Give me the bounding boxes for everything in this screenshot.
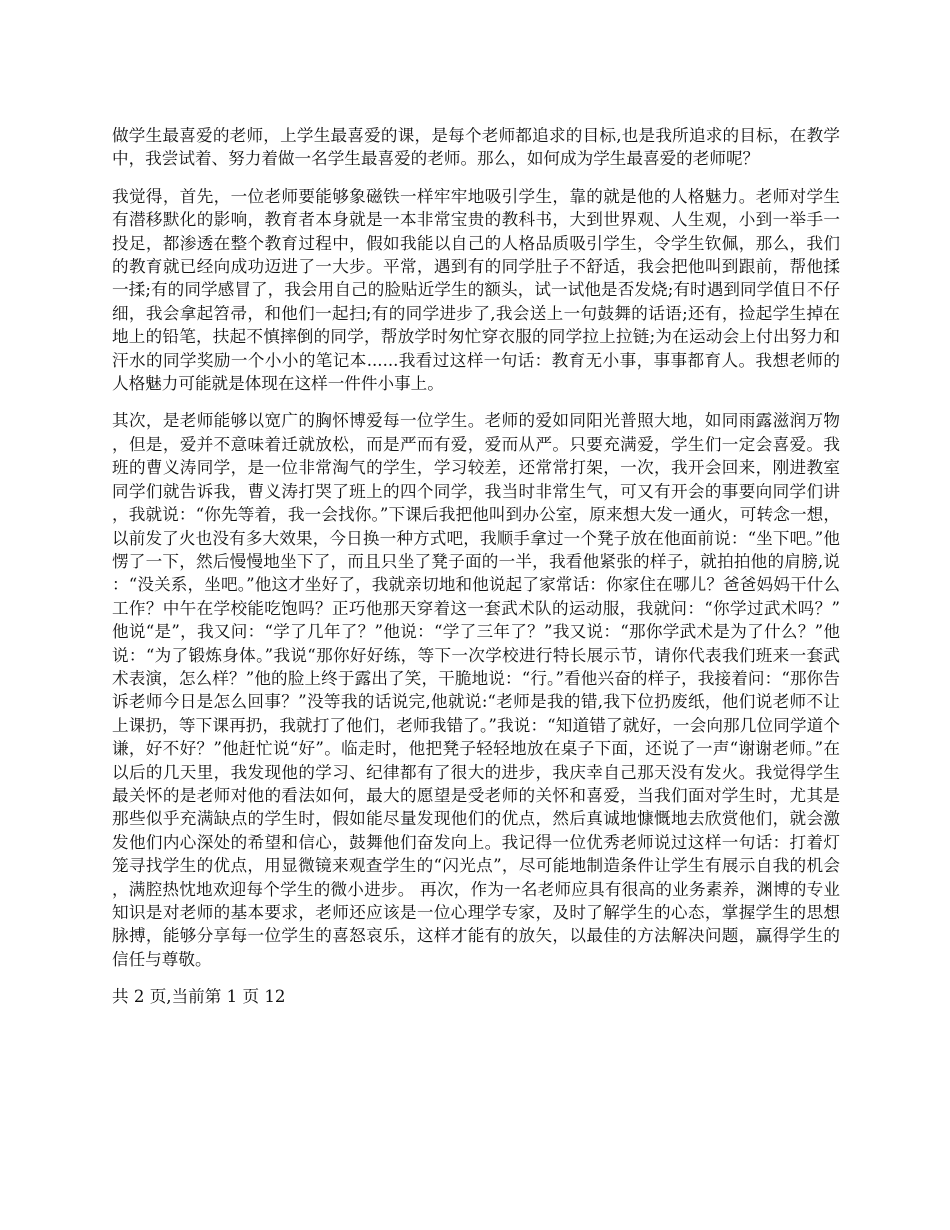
paragraph-love-students: 其次，是老师能够以宽广的胸怀博爱每一位学生。老师的爱如同阳光普照大地，如同雨露滋润万物，但是，爱并不意味着迁就放松，而是严而有爱，爱而从严。只要充满爱，学生们一定会喜爱。我班的曹义涛同学，是一位非常淘气的学生，学习较差，还常常打架，一次，我开会回来，刚进教室同学们就告诉我，曹义涛打哭了班上的四个同学，我当时非常生气，可又有开会的事要向同学们讲，我就说：“你先等着，我一会找你。”下课后我把他叫到办公室，原来想大发一通火，可转念一想，以前发了火也没有多大效果，今日换一种方式吧，我顺手拿过一个凳子放在他面前说：“坐下吧。”他愣了一下，然后慢慢地坐下了，而且只坐了凳子面的一半，我看他紧张的样子，就拍拍他的肩膀,说：“没关系，坐吧。”他这才坐好了，我就亲切地和他说起了家常话：你家住在哪儿？爸爸妈妈干什么工作？中午在学校能吃饱吗？正巧他那天穿着这一套武术队的运动服，我就问：“你学过武术吗？”他说“是”，我又问：“学了几年了？”他说：“学了三年了？”我又说：“那你学武术是为了什么？”他说：“为了锻炼身体。”我说“那你好好练，等下一次学校进行特长展示节，请你代表我们班来一套武术表演，怎么样？”他的脸上终于露出了笑，干脆地说：“行。”看他兴奋的样子，我接着问：“那你告诉老师今日是怎么回事？”没等我的话说完,他就说:“老师是我的错,我下位扔废纸，他们说老师不让上课扔，等下课再扔，我就打了他们，老师我错了。”我说：“知道错了就好，一会向那几位同学道个谦，好不好？”他赶忙说“好”。临走时，他把凳子轻轻地放在桌子下面，还说了一声“谢谢老师。”在以后的几天里，我发现他的学习、纪律都有了很大的进步，我庆幸自己那天没有发火。我觉得学生最关怀的是老师对他的看法如何，最大的愿望是受老师的关怀和喜爱，当我们面对学生时，尤其是那些似乎充满缺点的学生时，假如能尽量发现他们的优点，然后真诚地慷慨地去欣赏他们，就会激发他们内心深处的希望和信心，鼓舞他们奋发向上。我记得一位优秀老师说过这样一句话：打着灯笼寻找学生的优点，用显微镜来观查学生的“闪光点”，尽可能地制造条件让学生有展示自我的机会，满腔热忱地欢迎每个学生的微小进步。 再次，作为一名老师应具有很高的业务素养，渊博的专业知识是对老师的基本要求，老师还应该是一位心理学专家，及时了解学生的心态，掌握学生的思想脉搏，能够分享每一位学生的喜怒哀乐，这样才能有的放矢，以最佳的方法解决问题，赢得学生的信任与尊敬。 [112, 411, 840, 969]
document-page [112, 124, 840, 1009]
paragraph-personality: 我觉得，首先，一位老师要能够象磁铁一样牢牢地吸引学生，靠的就是他的人格魅力。老师对学生有潜移默化的影响，教育者本身就是一本非常宝贵的教科书，大到世界观、人生观，小到一举手一投足，都渗透在整个教育过程中，假如我能以自己的人格品质吸引学生，令学生钦佩，那么，我们的教育就已经向成功迈进了一大步。平常，遇到有的同学肚子不舒适，我会把他叫到跟前，帮他揉一揉;有的同学感冒了，我会用自己的脸贴近学生的额头，试一试他是否发烧;有时遇到同学值日不仔细，我会拿起笤帚，和他们一起扫;有的同学进步了,我会送上一句鼓舞的话语;还有，捡起学生掉在地上的铅笔，扶起不慎摔倒的同学，帮放学时匆忙穿衣服的同学拉上拉链;为在运动会上付出努力和汗水的同学奖励一个小小的笔记本......我看过这样一句话：教育无小事，事事都育人。我想老师的人格魅力可能就是体现在这样一件件小事上。 [112, 186, 840, 394]
page-footer: 共 2 页,当前第 1 页 12 [112, 987, 286, 1007]
paragraph-intro: 做学生最喜爱的老师，上学生最喜爱的课，是每个老师都追求的目标,也是我所追求的目标，在教学中，我尝试着、努力着做一名学生最喜爱的老师。那么，如何成为学生最喜爱的老师呢？ [112, 126, 840, 169]
